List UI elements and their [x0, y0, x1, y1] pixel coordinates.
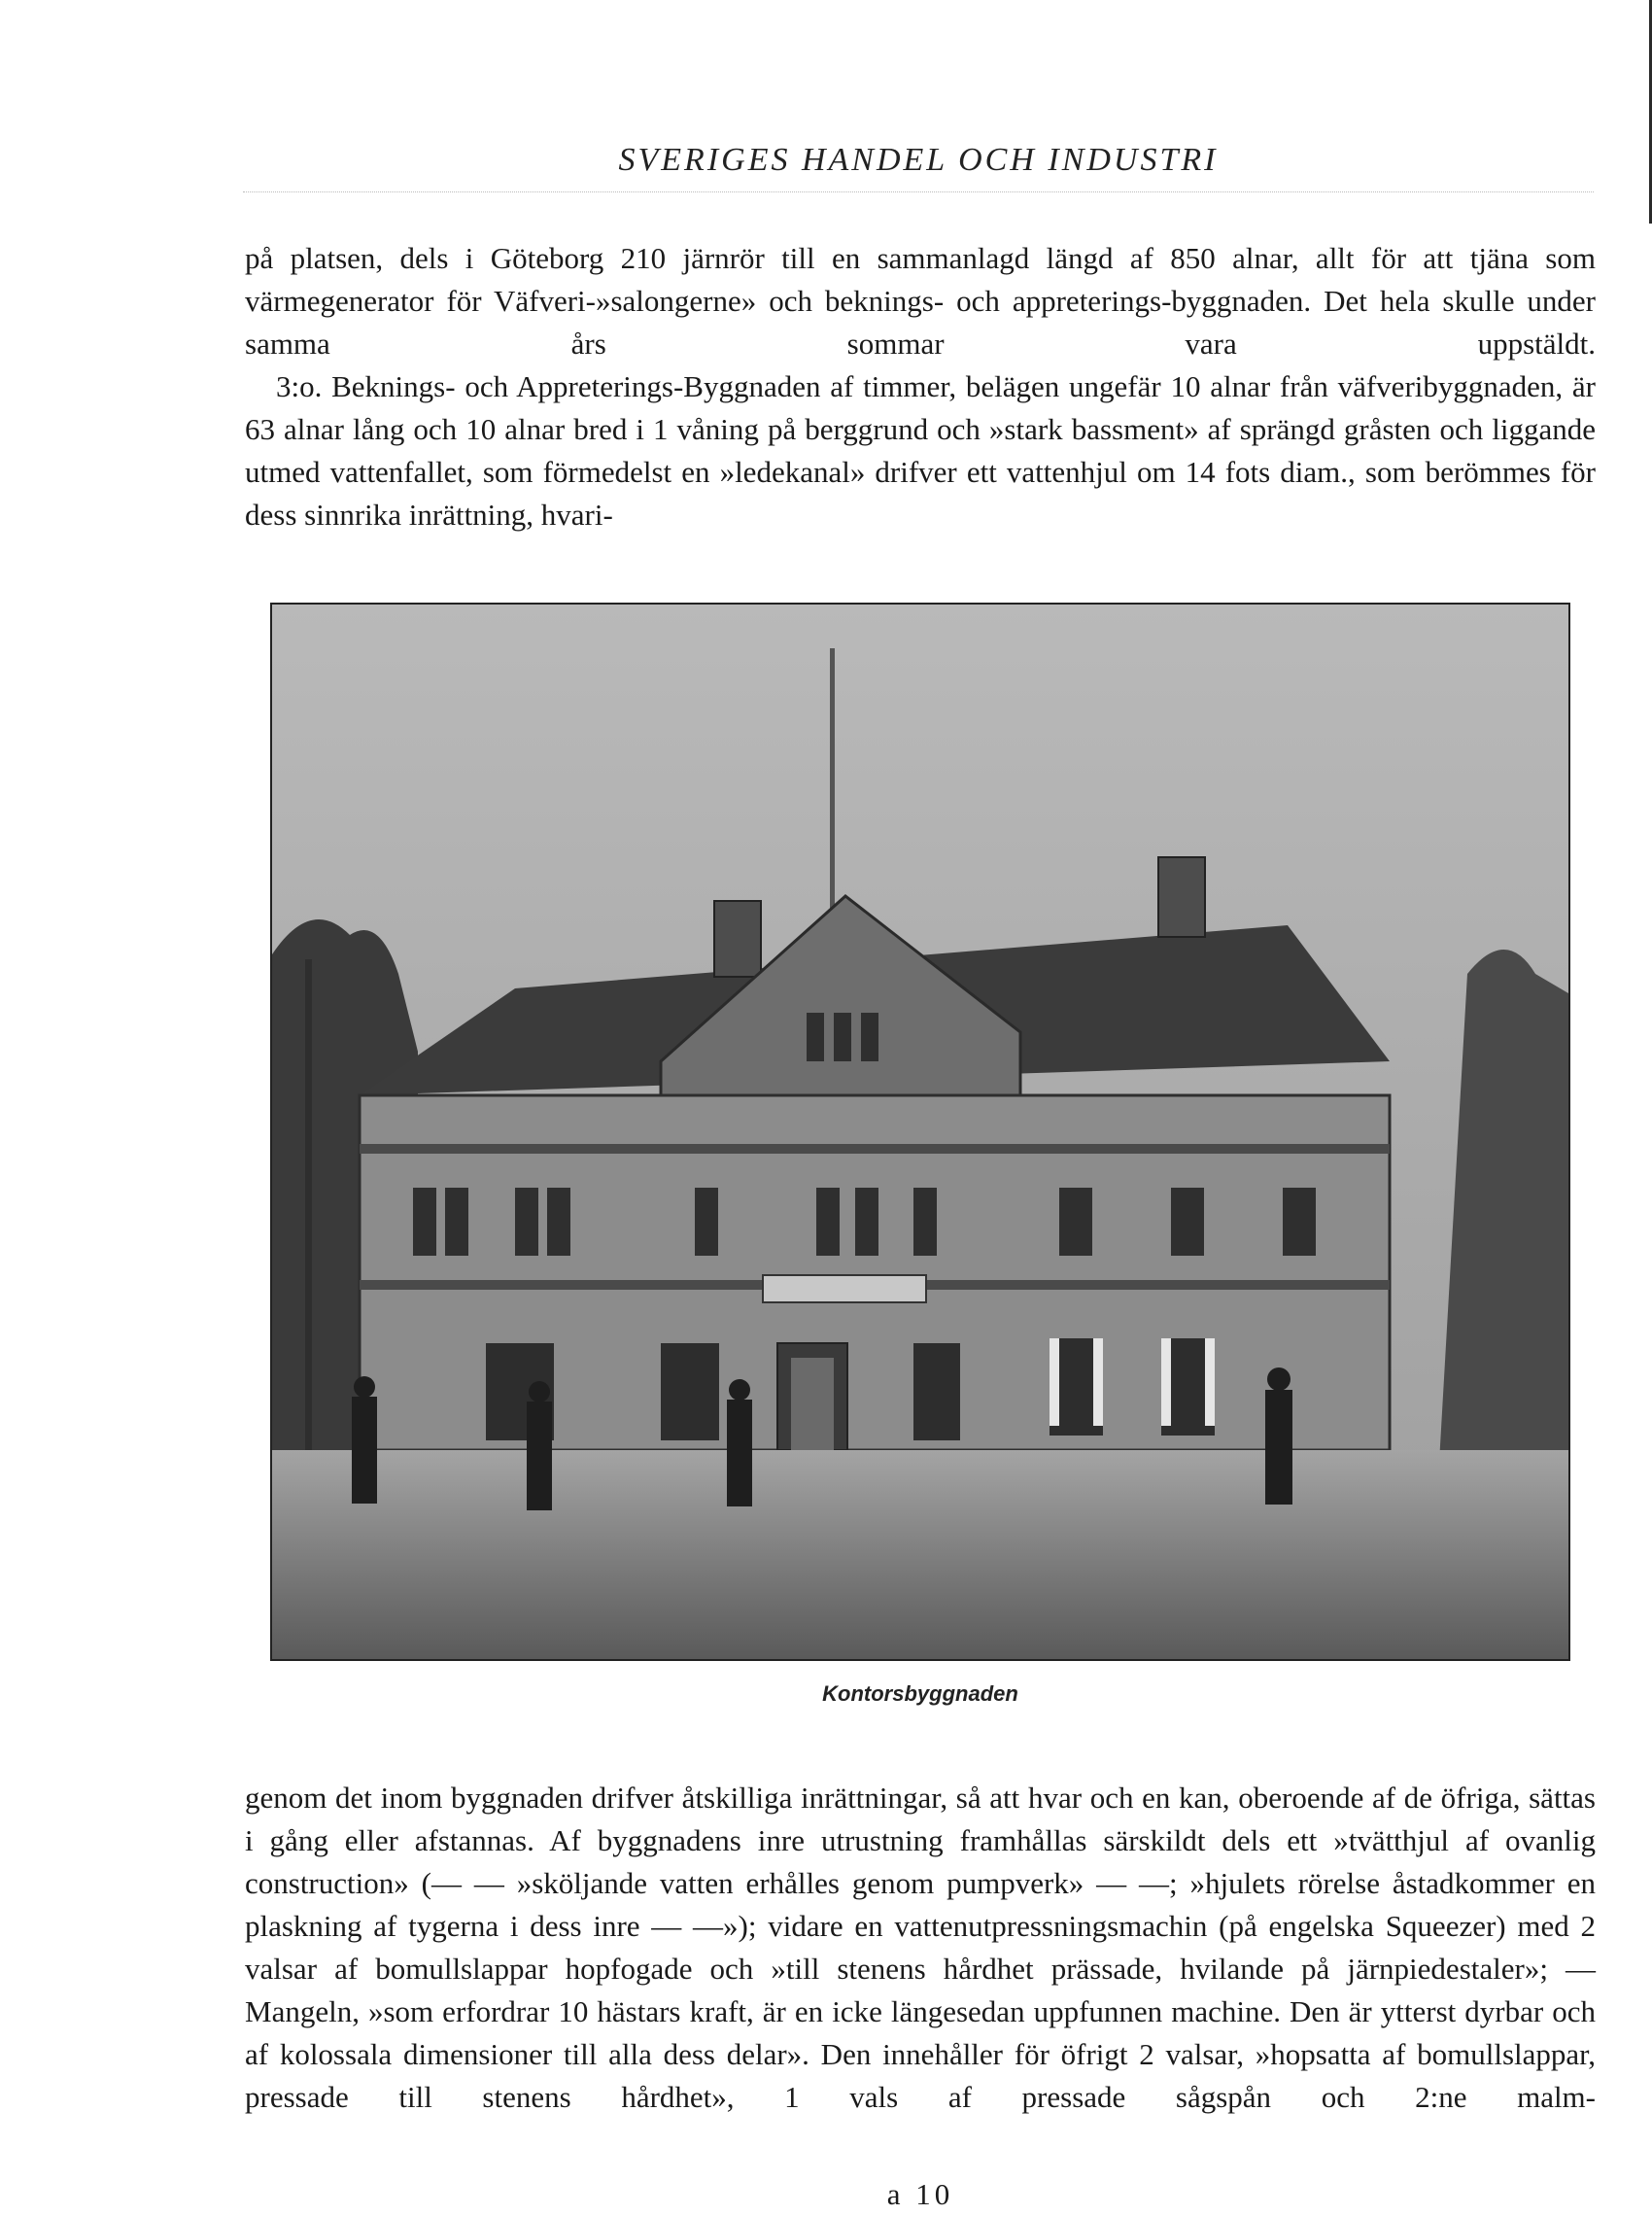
paragraph: på platsen, dels i Göteborg 210 järnrör till en sammanlagd längd af 850 alnar, allt för att tjäna som värmegenerator för Väfveri-»salongerne» och beknings- och appreterings-byggnaden. Det hela skulle under samma års sommar vara uppstäldt.: [245, 241, 1596, 361]
signature-mark: a 10: [886, 2177, 954, 2211]
running-title: SVERIGES HANDEL OCH INDUSTRI: [618, 142, 1219, 178]
header-divider: [243, 191, 1594, 193]
paragraph: 3:o. Beknings- och Appreterings-Byggnaden af timmer, belägen ungefär 10 alnar från väfveribyggnaden, är 63 alnar lång och 10 alnar bred i 1 våning på berggrund och »stark bassment» af sprängd gråsten och liggande utmed vattenfallet, som förmedelst en »ledekanal» drifver ett vattenhjul om 14 fots diam., som berömmes för dess sinnrika inrättning, hvari-: [245, 369, 1596, 532]
body-text-bottom: [245, 1777, 1596, 2119]
body-text-top: [245, 237, 1596, 536]
office-building-photo: [270, 603, 1570, 1661]
figure-caption: Kontorsbyggnaden: [822, 1681, 1018, 1706]
paragraph: genom det inom byggnaden drifver åtskilliga inrättningar, så att hvar och en kan, oberoende af de öfriga, sättas i gång eller afstannas. Af byggnadens inre utrustning framhållas särskildt dels ett »tvätthjul af ovanlig construction» (— — »sköljande vatten erhålles genom pumpverk» — —; »hjulets rörelse åstadkommer en plaskning af tygerna i dess inre — —»); vidare en vattenutpressningsmachin (på engelska Squeezer) med 2 valsar af bomullslappar hopfogade och »till stenens hårdhet prässade, hvilande på järnpiedestaler»; — Mangeln, »som erfordrar 10 hästars kraft, är en icke längesedan uppfunnen machine. Den är ytterst dyrbar och af kolossala dimensioner till alla dess delar». Den innehåller för öfrigt 2 valsar, »hopsatta af bomullslappar, pressade till stenens hårdhet», 1 vals af pressade sågspån och 2:ne malm-: [245, 1781, 1596, 2114]
building-photo-icon: [272, 605, 1568, 1659]
